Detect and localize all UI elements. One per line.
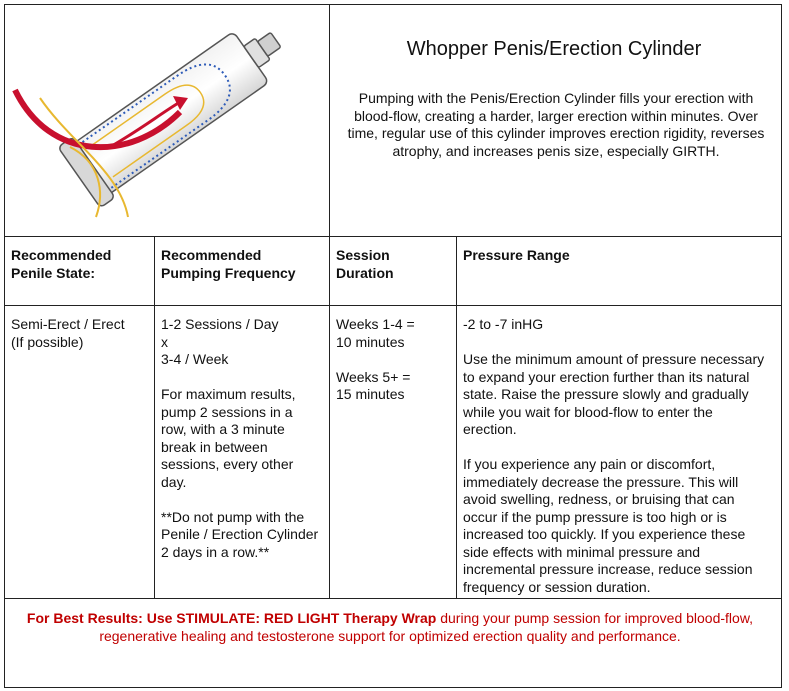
- pressure-range-value: -2 to -7 inHG: [463, 316, 544, 332]
- duration-weeks-1-4: Weeks 1-4 = 10 minutes: [336, 316, 415, 350]
- best-results-highlight: For Best Results: Use STIMULATE: RED LIGHT Therapy Wrap: [26, 610, 437, 626]
- divider-footer-top: [4, 598, 782, 599]
- product-description: Pumping with the Penis/Erection Cylinder fills your erection with blood-flow, creating a harder, larger erection within minutes. Over time, regular use of this cylinder improves erection rigidity, reverses atrophy, and increases penis size, especially GIRTH.: [347, 90, 765, 159]
- penile-state-value: Semi-Erect / Erect: [11, 316, 125, 332]
- pressure-guidance: Use the minimum amount of pressure necessary to expand your erection further than its natural state. Raise the pressure slowly and gradually while you wait for blood-flow to enter the erection.: [463, 351, 765, 437]
- frequency-warning: **Do not pump with the Penile / Erection Cylinder 2 days in a row.**: [161, 508, 319, 560]
- frequency-sessions: 1-2 Sessions / Day x 3-4 / Week: [161, 316, 279, 367]
- frequency-cell: [161, 316, 321, 561]
- penile-state-note: (If possible): [11, 333, 84, 350]
- divider-header-top: [4, 236, 782, 237]
- header-session-duration: Session Duration: [336, 247, 394, 281]
- pump-cylinder: [58, 12, 297, 208]
- pressure-cell: [463, 316, 769, 596]
- cylinder-illustration: [10, 12, 310, 227]
- duration-weeks-5-plus: Weeks 5+ = 15 minutes: [336, 368, 411, 402]
- divider-header-bottom: [4, 305, 782, 306]
- header-penile-state: Recommended Penile State:: [11, 247, 112, 281]
- frequency-max-results: For maximum results, pump 2 sessions in a row, with a 3 minute break in between sessions, every other day.: [161, 386, 296, 490]
- divider-col-2: [329, 236, 330, 598]
- product-title: Whopper Penis/Erection Cylinder: [406, 38, 702, 60]
- header-pressure-range: Pressure Range: [463, 247, 570, 263]
- pressure-warning: If you experience any pain or discomfort, immediately decrease the pressure. This will avoid swelling, redness, or bruising that can occur if the pump pressure is too high or is increased too quickly. If you experience these side effects with minimal pressure and incremental pressure increase, reduce session frequency or session duration.: [463, 456, 753, 595]
- divider-col-3: [456, 236, 457, 598]
- penile-state-cell: [11, 316, 151, 351]
- best-results-note: [10, 609, 770, 645]
- best-results-text: during your pump session for improved blood-flow, regenerative healing and testosterone support for optimized erection quality and performance.: [99, 610, 754, 644]
- duration-cell: [336, 316, 452, 404]
- divider-col-1: [154, 236, 155, 598]
- header-pumping-frequency: Recommended Pumping Frequency: [161, 247, 296, 281]
